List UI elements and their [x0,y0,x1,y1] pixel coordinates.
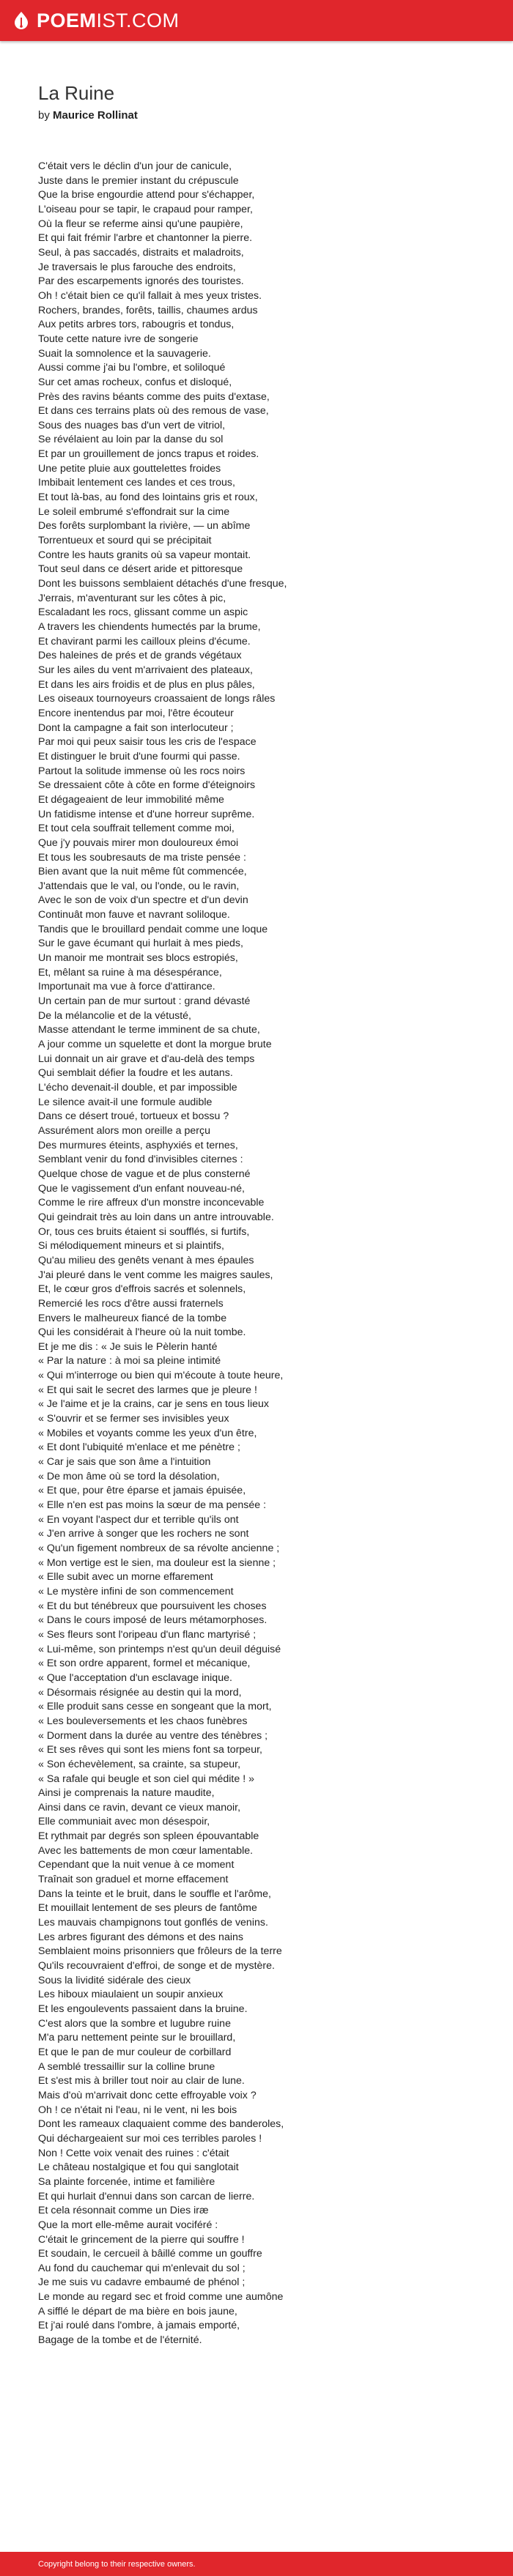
poem-line: Je traversais le plus farouche des endroits, [38,261,236,273]
poem-line: Qui les considérait à l'heure où la nuit tombe. [38,1326,246,1339]
poem-line: J'ai pleuré dans le vent comme les maigres saules, [38,1269,273,1281]
poem-line: J'attendais que le val, ou l'onde, ou le ravin, [38,880,240,892]
poem-line: « Je l'aime et je la crains, car je sens en tous lieux [38,1398,269,1411]
poem-line: Et soudain, le cercueil à bâillé comme un gouffre [38,2248,262,2260]
poem-line: Dont les buissons semblaient détachés d'une fresque, [38,578,287,590]
poem-line: « Et du but ténébreux que poursuivent les choses [38,1600,267,1612]
poem-line: « Mon vertige est le sien, ma douleur est la sienne ; [38,1556,276,1569]
poem-line: Lui donnait un air grave et d'au-delà des temps [38,1053,255,1065]
poem-line: Avec les battements de mon cœur lamentable. [38,1844,254,1857]
poem-line: Masse attendant le terme imminent de sa chute, [38,1024,260,1036]
poem-line: L'oiseau pour se tapir, le crapaud pour ramper, [38,203,253,215]
poem-line: Imbibait lentement ces landes et ces trous, [38,477,235,489]
poem-line: Les mauvais champignons tout gonflés de venins. [38,1917,268,1929]
poem-line: « Mobiles et voyants comme les yeux d'un être, [38,1427,257,1439]
poem-line: A travers les chiendents humectés par la brume, [38,621,261,633]
poem-line: Suait la somnolence et la sauvagerie. [38,347,211,360]
poem-line: Et, mêlant sa ruine à ma désespérance, [38,966,222,979]
poem-line: Des haleines de prés et de grands végétaux [38,650,242,662]
poem-line: Toute cette nature ivre de songerie [38,333,199,345]
poem-line: « Et son ordre apparent, formel et mécanique, [38,1658,251,1670]
poem-line: A jour comme un squelette et dont la morgue brute [38,1039,272,1051]
poem-line: « Et qui sait le secret des larmes que je pleure ! [38,1384,257,1396]
poem-line: Importunait ma vue à force d'attirance. [38,981,215,993]
poem-line: « S'ouvrir et se fermer ses invisibles yeux [38,1413,229,1425]
poem-line: Elle communiait avec mon désespoir, [38,1816,210,1828]
poem-line: Le château nostalgique et fou qui sanglotait [38,2161,239,2174]
logo-text-bold: POEM [37,9,97,31]
poem-line: « J'en arrive à songer que les rochers ne sont [38,1528,249,1540]
poem-line: Bagage de la tombe et de l'éternité. [38,2334,202,2347]
poem-line: Par des escarpements ignorés des touristes. [38,275,244,288]
poem-line: Au fond du cauchemar qui m'enlevait du sol ; [38,2262,246,2274]
poem-line: Aussi comme j'ai bu l'ombre, et soliloqué [38,362,226,374]
poem-line: « Elle subit avec un morne effarement [38,1571,213,1584]
poem-line: Semblant venir du fond d'invisibles citernes : [38,1154,243,1166]
poem-header [38,82,138,122]
poem-line: Et tout là-bas, au fond des lointains gris et roux, [38,491,258,504]
poem-line: Qui semblait défier la foudre et les autans. [38,1067,233,1080]
poem-line: Sur le gave écumant qui hurlait à mes pieds, [38,938,243,950]
poem-line: « Qu'un figement nombreux de sa révolte ancienne ; [38,1543,280,1554]
poem-line: Or, tous ces bruits étaient si soufflés, si furtifs, [38,1225,250,1238]
poem-line: Ainsi dans ce ravin, devant ce vieux manoir, [38,1801,241,1814]
poem-line: Traînait son graduel et morne effacement [38,1874,229,1886]
poem-line: « Le mystère infini de son commencement [38,1585,234,1597]
top-bar [0,0,513,41]
poem-line: Sous des nuages bas d'un vert de vitriol, [38,419,226,431]
poem-line: Par moi qui peux saisir tous les cris de l'espace [38,736,256,749]
poem-line: Et par un grouillement de joncs trapus et roides. [38,448,259,461]
poem-line: Le soleil embrumé s'effondrait sur la cime [38,505,230,518]
poem-line: Seul, à pas saccadés, distraits et maladroits, [38,246,244,259]
poem-line: A semblé tressaillir sur la colline brune [38,2060,215,2073]
poem-line: Tout seul dans ce désert aride et pittoresque [38,563,243,576]
poem-line: Tandis que le brouillard pendait comme une loque [38,923,268,935]
poem-line: Où la fleur se referme ainsi qu'une paupière, [38,218,243,230]
poem-line: « Désormais résignée au destin qui la mord, [38,1686,242,1699]
poem-line: Non ! Cette voix venait des ruines : c'était [38,2147,229,2159]
poem-line: Et qui hurlait d'ennui dans son carcan de lierre. [38,2190,255,2202]
poem-line: Mais d'où m'arrivait donc cette effroyable voix ? [38,2089,256,2101]
poem-line: Et mouillait lentement de ses pleurs de fantôme [38,1902,257,1915]
poem-line: Le monde au regard sec et froid comme une aumône [38,2291,284,2304]
logo-text-thin: IST.COM [96,9,180,31]
poem-line: Près des ravins béants comme des puits d'extase, [38,390,270,403]
poem-line: De la mélancolie et de la vétusté, [38,1009,191,1022]
poem-line: Bien avant que la nuit même fût commencée, [38,866,247,878]
poem-line: Se dressaient côte à côte en forme d'éteignoirs [38,779,256,792]
poem-line: Quelque chose de vague et de plus consterné [38,1168,251,1180]
poem-line: « Elle produit sans cesse en songeant que la mort, [38,1701,272,1713]
poem-line: M'a paru nettement peinte sur le brouillard, [38,2032,236,2044]
poem-line: Qui geindrait très au loin dans un antre introuvable. [38,1211,274,1223]
poem-line: Que le vagissement d'un enfant nouveau-né, [38,1182,245,1195]
poem-line: Ainsi je comprenais la nature maudite, [38,1787,215,1800]
poem-line: Continuât mon fauve et navrant soliloque. [38,909,230,921]
poem-line: « Dorment dans la durée au ventre des ténèbres ; [38,1729,268,1742]
poem-line: Remercié les rocs d'être aussi fraternels [38,1297,224,1310]
footer [0,2552,513,2576]
poem-line: Sur les ailes du vent m'arrivaient des plateaux, [38,664,253,676]
poem-line: « Et dont l'ubiquité m'enlace et me pénètre ; [38,1441,240,1454]
poem-line: Juste dans le premier instant du crépuscule [38,174,239,187]
poem-line: C'était vers le déclin d'un jour de canicule, [38,160,232,172]
poem-line: Aux petits arbres tors, rabougris et tondus, [38,319,235,331]
poem-line: Et dégageaient de leur immobilité même [38,793,224,806]
copyright-text: Copyright belong to their respective owners. [38,2559,196,2569]
poem-line: Semblaient moins prisonniers que frôleurs de la terre [38,1945,282,1958]
poem-line: Comme le rire affreux d'un monstre inconcevable [38,1197,265,1209]
poem-line: Et dans les airs froidis et de plus en plus pâles, [38,678,255,691]
poem-line: Oh ! c'était bien ce qu'il fallait à mes yeux tristes. [38,289,262,302]
poem-line: J'errais, m'aventurant sur les côtes à pic, [38,592,226,604]
poem-line: Si mélodiquement mineurs et si plaintifs, [38,1240,224,1252]
poem-line: Qu'ils recouvraient d'effroi, de songe et de mystère. [38,1960,275,1972]
poem-line: Le silence avait-il une formule audible [38,1096,213,1108]
poem-line: Et rythmait par degrés son spleen épouvantable [38,1830,259,1843]
poem-line: « Qui m'interroge ou bien qui m'écoute à toute heure, [38,1370,284,1382]
poem-line: Que la mort elle-même aurait vociféré : [38,2219,218,2231]
poem-line: Dans ce désert troué, tortueux et bossu ? [38,1110,229,1123]
poem-line: Dans la teinte et le bruit, dans le souffle et l'arôme, [38,1888,271,1900]
poem-line: Et qui fait frémir l'arbre et chantonner la pierre. [38,232,253,245]
byline [38,109,138,122]
poem-line: Que la brise engourdie attend pour s'échapper, [38,189,255,201]
poem-line: « En voyant l'aspect dur et terrible qu'ils ont [38,1513,239,1526]
poem-line: Une petite pluie aux gouttelettes froides [38,462,221,475]
poem-line: Et les engoulevents passaient dans la bruine. [38,2003,248,2015]
poem-line: « Que l'acceptation d'un esclavage inique. [38,1671,232,1684]
by-label: by [38,109,50,122]
poem-line: Un fatidisme intense et d'une horreur suprême. [38,808,255,820]
poemist-logo-icon [13,11,29,30]
poem-line: « Dans le cours imposé de leurs métamorphoses. [38,1614,267,1627]
poem-line: Les oiseaux tournoyeurs croassaient de longs râles [38,693,276,705]
poem-line: Et s'est mis à briller tout noir au clair de lune. [38,2075,245,2087]
poem-line: « Sa rafale qui beugle et son ciel qui médite ! » [38,1773,254,1785]
poem-line: Des forêts surplombant la rivière, — un abîme [38,520,251,532]
poem-line: Se révélaient au loin par la danse du sol [38,434,224,446]
poem-line: Encore inentendus par moi, l'être écouteur [38,707,234,719]
poem-title: La Ruine [38,82,115,104]
poem-line: « Elle n'en est pas moins la sœur de ma pensée : [38,1499,267,1512]
poem-line: « Par la nature : à moi sa pleine intimité [38,1355,221,1367]
poem-line: Un certain pan de mur surtout : grand dévasté [38,995,251,1008]
poem-line: Je me suis vu cadavre embaumé de phénol ; [38,2276,246,2289]
poem-line: « Et que, pour être éparse et jamais épuisée, [38,1485,246,1497]
poem-line: Contre les hauts granits où sa vapeur montait. [38,549,251,561]
poem-line: Qu'au milieu des genêts venant à mes épaules [38,1254,254,1266]
poem-line: Et distinguer le bruit d'une fourmi qui passe. [38,750,240,762]
poem-line: Oh ! ce n'était ni l'eau, ni le vent, ni les bois [38,2104,237,2116]
poem-line: Et chavirant parmi les cailloux pleins d'écume. [38,635,251,647]
poem-line: « Ses fleurs sont l'oripeau d'un flanc martyrisé ; [38,1628,256,1641]
poem-line: « Car je sais que son âme a l'intuition [38,1456,211,1469]
poem-line: C'est alors que la sombre et lugubre ruine [38,2017,231,2030]
site-logo[interactable] [13,10,180,32]
author-link[interactable]: Maurice Rollinat [53,109,138,122]
poem-line: Assurément alors mon oreille a perçu [38,1124,210,1137]
poem-line: Et dans ces terrains plats où des remous de vase, [38,405,269,417]
poem-line: « De mon âme où se tord la désolation, [38,1470,220,1482]
poem-line: Et que le pan de mur couleur de corbillard [38,2046,232,2058]
poem-line: « Les bouleversements et les chaos funèbres [38,1715,248,1727]
poem-line: Un manoir me montrait ses blocs estropiés, [38,952,238,965]
poem-line: Rochers, brandes, forêts, taillis, chaumes ardus [38,304,258,316]
poem-line: Sous la lividité sidérale des cieux [38,1974,191,1986]
poem-line: Les hiboux miaulaient un soupir anxieux [38,1989,224,2001]
poem-line: A sifflé le départ de ma bière en bois jaune, [38,2305,237,2317]
poem-line: Et je me dis : « Je suis le Pèlerin hanté [38,1340,218,1353]
poem-line: « Lui-même, son printemps n'est qu'un deuil déguisé [38,1643,281,1655]
poem-line: Sur cet amas rocheux, confus et disloqué, [38,376,232,388]
poem-line: Et, le cœur gros d'effrois sacrés et solennels, [38,1283,246,1296]
poem-line: Que j'y pouvais mirer mon douloureux émoi [38,836,239,849]
poem-line: Et tout cela souffrait tellement comme moi, [38,823,235,835]
poem-line: Cependant que la nuit venue à ce moment [38,1859,235,1871]
poem-line: Les arbres figurant des démons et des nains [38,1931,243,1943]
poem-line: Et cela résonnait comme un Dies iræ [38,2205,209,2217]
poem-line: C'était le grincement de la pierre qui souffre ! [38,2233,245,2246]
poem-line: Et tous les soubresauts de ma triste pensée : [38,851,246,864]
poem-line: « Et ses rêves qui sont les miens font sa torpeur, [38,1744,262,1756]
poem-line: Et j'ai roulé dans l'ombre, à jamais emporté, [38,2320,240,2332]
poem-line: Escaladant les rocs, glissant comme un aspic [38,606,248,619]
poem-line: Qui déchargeaient sur moi ces terribles paroles ! [38,2132,262,2145]
poem-line: Partout la solitude immense où les rocs noirs [38,765,246,777]
poem-line: Dont les rameaux claquaient comme des banderoles, [38,2118,284,2131]
poem-line: Sa plainte forcenée, intime et familière [38,2175,215,2188]
poem-line: Avec le son de voix d'un spectre et d'un devin [38,894,248,907]
poem-line: Des murmures éteints, asphyxiés et ternes, [38,1139,238,1151]
poem-body [38,160,492,2348]
poem-line: Envers le malheureux fiancé de la tombe [38,1312,227,1324]
poem-line: Torrentueux et sourd qui se précipitait [38,535,212,547]
poem-line: L'écho devenait-il double, et par impossible [38,1082,237,1094]
poem-line: Dont la campagne a fait son interlocuteur ; [38,721,234,734]
poem-line: « Son échevèlement, sa crainte, sa stupeur, [38,1758,241,1770]
